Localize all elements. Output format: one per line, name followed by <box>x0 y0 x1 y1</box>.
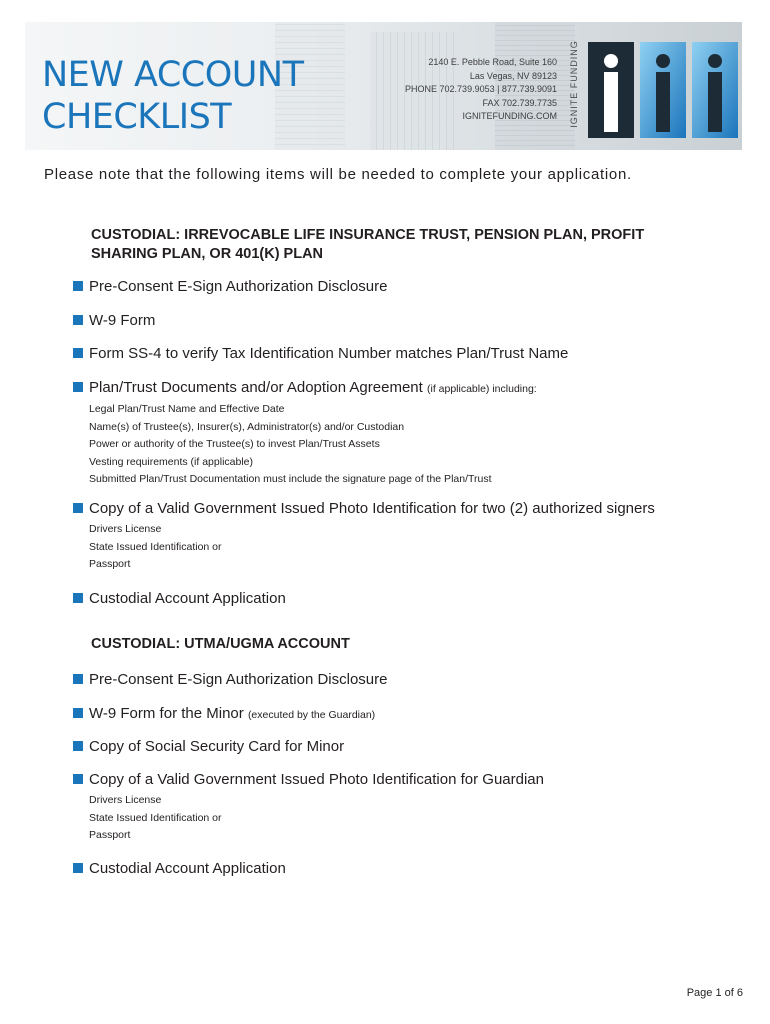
square-bullet-icon <box>73 863 83 873</box>
sub-item: State Issued Identification or <box>89 540 222 553</box>
square-bullet-icon <box>73 348 83 358</box>
checklist-item <box>73 345 713 363</box>
section-heading-line-2: SHARING PLAN, OR 401(K) PLAN <box>91 246 324 262</box>
item-note: (executed by the Guardian) <box>247 709 376 721</box>
sub-item: State Issued Identification or <box>89 811 222 824</box>
checklist-item <box>73 312 713 330</box>
item-label: W-9 Form for the Minor <box>89 705 244 722</box>
item-label: Pre-Consent E-Sign Authorization Disclosure <box>89 278 388 295</box>
item-label: Copy of a Valid Government Issued Photo Identification for Guardian <box>89 771 544 788</box>
address-line-1: 2140 E. Pebble Road, Suite 160 <box>428 57 557 67</box>
checklist-item <box>73 860 713 878</box>
sub-item: Drivers License <box>89 794 162 806</box>
item-label: Custodial Account Application <box>89 590 286 607</box>
sub-item: Name(s) of Trustee(s), Insurer(s), Administrator(s) and/or Custodian <box>89 420 405 433</box>
item-label: Custodial Account Application <box>89 860 286 877</box>
square-bullet-icon <box>73 281 83 291</box>
square-bullet-icon <box>73 315 83 325</box>
website: IGNITEFUNDING.COM <box>462 111 557 121</box>
square-bullet-icon <box>73 774 83 784</box>
sub-item: Submitted Plan/Trust Documentation must include the signature page of the Plan/Trust <box>89 473 492 486</box>
checklist-item <box>73 278 713 296</box>
sub-item: Drivers License <box>89 523 162 535</box>
checklist-item <box>73 771 713 845</box>
item-label: Plan/Trust Documents and/or Adoption Agreement <box>89 379 423 396</box>
sub-list <box>73 792 713 845</box>
item-note: (if applicable) including: <box>426 383 537 395</box>
item-label: Form SS-4 to verify Tax Identification Number matches Plan/Trust Name <box>89 345 569 362</box>
checklist-item <box>73 500 713 574</box>
contact-block <box>405 56 557 124</box>
address-line-2: Las Vegas, NV 89123 <box>469 70 557 81</box>
phone-numbers: PHONE 702.739.9053 | 877.739.9091 <box>405 84 557 94</box>
vertical-brand-name: IGNITE FUNDING <box>569 40 579 128</box>
title-line-2: CHECKLIST <box>42 97 232 137</box>
item-label: Pre-Consent E-Sign Authorization Disclosure <box>89 671 388 688</box>
square-bullet-icon <box>73 708 83 718</box>
ignite-funding-logo <box>588 42 738 138</box>
sub-item: Passport <box>89 558 131 571</box>
square-bullet-icon <box>73 741 83 751</box>
item-label: Copy of a Valid Government Issued Photo Identification for two (2) authorized signers <box>89 500 655 517</box>
checklist-item <box>73 738 713 756</box>
square-bullet-icon <box>73 503 83 513</box>
section-heading-line-1: CUSTODIAL: IRREVOCABLE LIFE INSURANCE TRUST, PENSION PLAN, PROFIT <box>91 227 645 243</box>
page-number: Page 1 of 6 <box>686 987 743 999</box>
item-label: Copy of Social Security Card for Minor <box>89 738 345 755</box>
square-bullet-icon <box>73 593 83 603</box>
header-banner <box>25 22 742 150</box>
item-label: W-9 Form <box>89 312 156 329</box>
square-bullet-icon <box>73 382 83 392</box>
section-heading-utma-ugma: CUSTODIAL: UTMA/UGMA ACCOUNT <box>91 636 350 652</box>
square-bullet-icon <box>73 674 83 684</box>
checklist-item <box>73 379 713 489</box>
sub-item: Passport <box>89 829 131 842</box>
sub-list <box>73 521 713 574</box>
checklist-item <box>73 705 713 724</box>
sub-list <box>73 401 713 489</box>
page-title <box>42 54 303 138</box>
section-heading-custodial-trust <box>91 226 691 264</box>
fax-number: FAX 702.739.7735 <box>482 97 557 108</box>
title-line-1: NEW ACCOUNT <box>42 55 304 95</box>
sub-item: Power or authority of the Trustee(s) to invest Plan/Trust Assets <box>89 438 380 451</box>
sub-item: Legal Plan/Trust Name and Effective Date <box>89 403 285 415</box>
sub-item: Vesting requirements (if applicable) <box>89 455 254 468</box>
intro-text: Please note that the following items will be needed to complete your application. <box>44 166 632 183</box>
checklist-item <box>73 671 713 689</box>
checklist-item <box>73 590 713 608</box>
